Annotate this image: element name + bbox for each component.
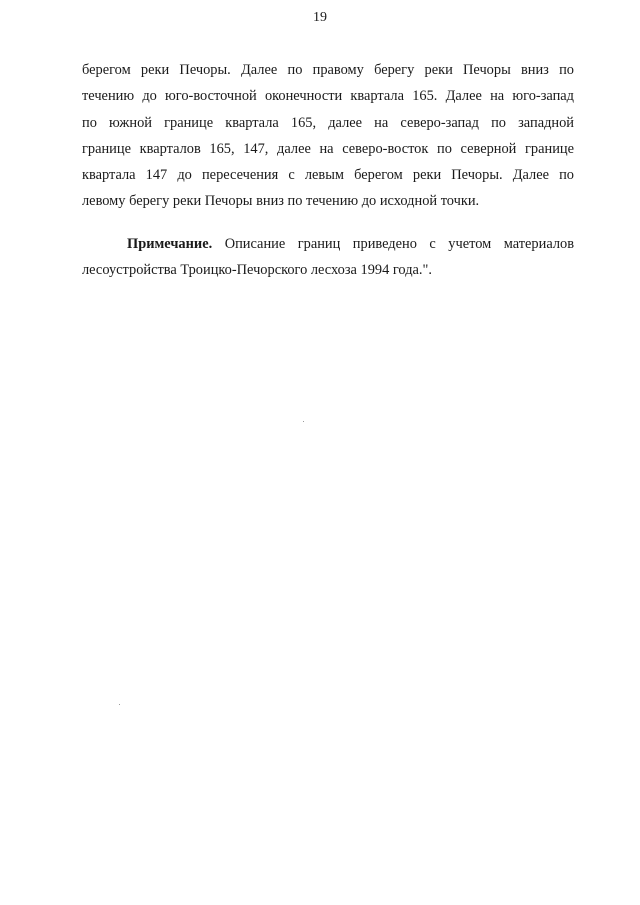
note-paragraph (82, 231, 574, 284)
boundary-description-paragraph (82, 57, 574, 215)
page-number: 19 (313, 10, 327, 25)
scan-speck (119, 704, 120, 705)
note-line (82, 231, 574, 257)
note-line: лесоустройства Троицко-Печорского лесхоза 1994 года.". (82, 262, 432, 279)
paragraph-line: течению до юго-восточной оконечности квартала 165. Далее на юго-запад (82, 88, 574, 105)
note-text: Описание границ приведено с учетом материалов (212, 236, 574, 252)
paragraph-line: границе кварталов 165, 147, далее на северо-восток по северной границе (82, 140, 574, 157)
note-label: Примечание. (127, 236, 213, 252)
paragraph-line: берегом реки Печоры. Далее по правому берегу реки Печоры вниз по (82, 62, 574, 78)
paragraph-line: квартала 147 до пересечения с левым берегом реки Печоры. Далее по (82, 167, 574, 184)
paragraph-line: левому берегу реки Печоры вниз по течению до исходной точки. (82, 193, 480, 210)
paragraph-line: по южной границе квартала 165, далее на северо-запад по западной (82, 114, 574, 131)
scan-speck (303, 421, 304, 422)
